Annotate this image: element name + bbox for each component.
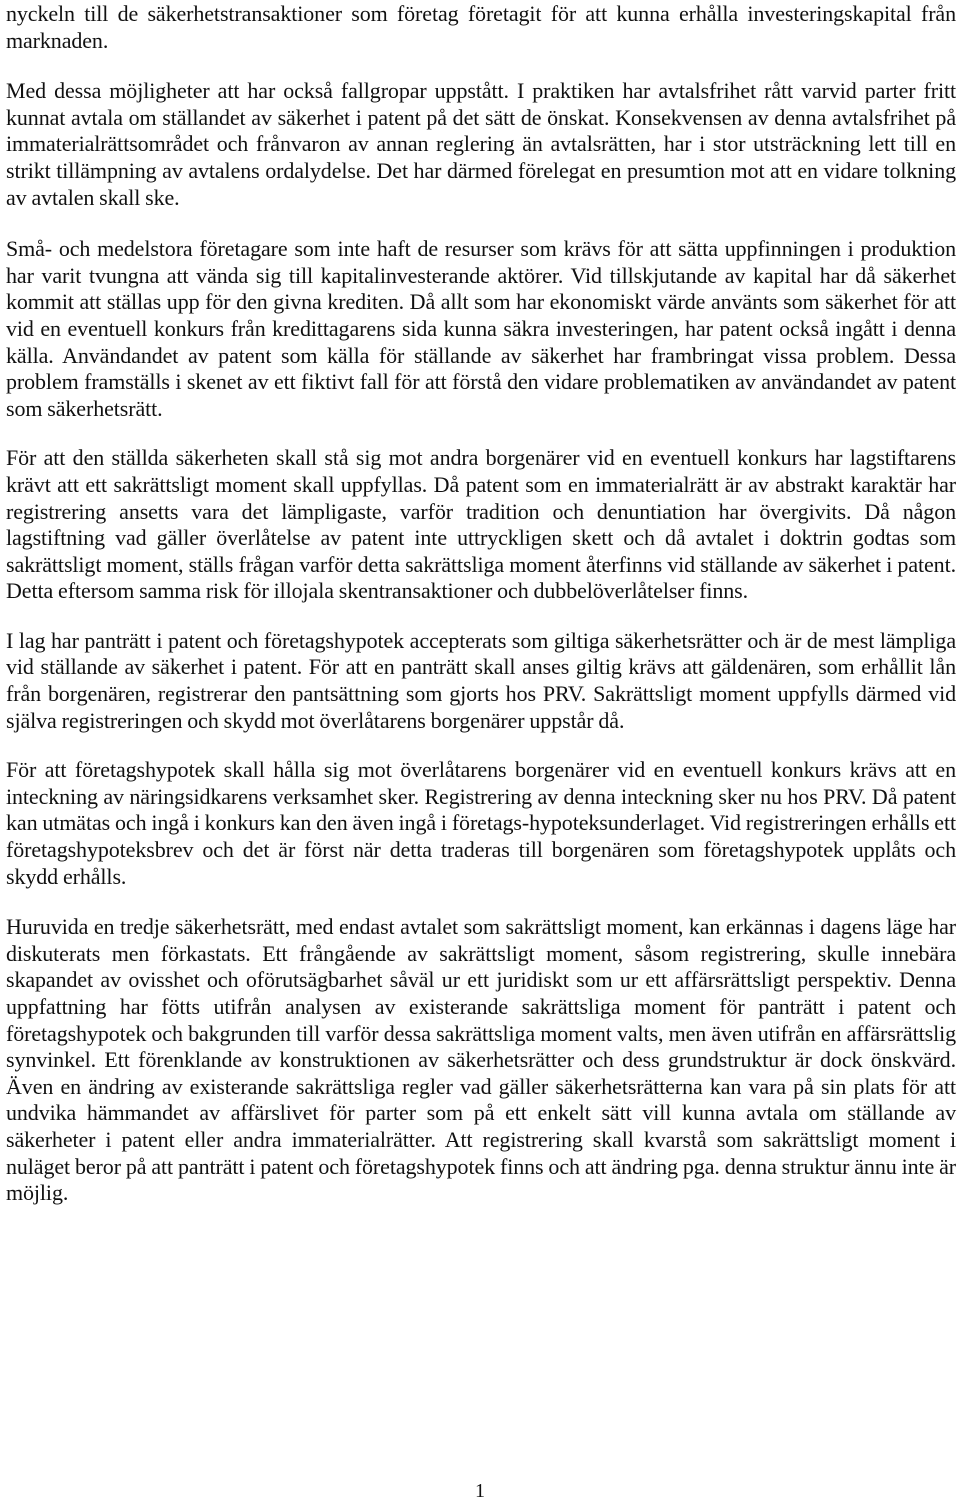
document-page	[6, 0, 956, 1207]
paragraph-1: nyckeln till de säkerhetstransaktioner som företag företagit för att kunna erhålla investeringskapital från marknaden.	[6, 1, 956, 53]
paragraph-2: Med dessa möjligheter att har också fallgropar uppstått. I praktiken har avtalsfrihet rått varvid parter fritt kunnat avtala om ställandet av säkerhet i patent på det sätt de önskat. Konsekvensen av denna avtalsfrihet på immaterialrättsområdet och frånvaron av annan reglering än avtalsrätten, har i stor utsträckning lett till en strikt tillämpning av avtalens ordalydelse. Det har därmed förelegat en presumtion mot att en vidare tolkning av avtalen skall ske.	[6, 78, 956, 210]
page-number: 1	[475, 1480, 485, 1502]
paragraph-4: För att den ställda säkerheten skall stå sig mot andra borgenärer vid en eventuell konkurs har lagstiftarens krävt att ett sakrättsligt moment skall uppfyllas. Då patent som en immaterialrätt är av abstrakt karaktär har registrering ansetts vara det lämpligaste, varför tradition och denuntiation har övergivits. Då någon lagstiftning vad gäller överlåtelse av patent inte uttryckligen skett och då avtalet i doktrin godtas som sakrättsligt moment, ställs frågan varför detta sakrättsliga moment återfinns vid ställande av säkerhet i patent. Detta eftersom samma risk för illojala skentransaktioner och dubbelöverlåtelser finns.	[6, 445, 956, 604]
paragraph-7: Huruvida en tredje säkerhetsrätt, med endast avtalet som sakrättsligt moment, kan erkännas i dagens läge har diskuterats men förkastats. Ett frångående av sakrättsligt moment, såsom registrering, skulle innebära skapandet av ovisshet och oförutsägbarhet såväl ur ett juridiskt som ur ett affärsrättsligt perspektiv. Denna uppfattning har fötts utifrån analysen av existerande sakrättsliga moment för panträtt i patent och företagshypotek och bakgrunden till varför dessa sakrättsliga moment valts, men även utifrån en affärsrättslig synvinkel. Ett förenklande av konstruktionen av säkerhetsrätter och dess grundstruktur är dock önskvärd. Även en ändring av existerande sakrättsliga regler vad gäller säkerhetsrätterna kan vara på sin plats för att undvika hämmandet av affärslivet för parter som på ett enkelt sätt vill kunna avtala om ställande av säkerheter i patent eller andra immaterialrätter. Att registrering skall kvarstå som sakrättsligt moment i nuläget beror på att panträtt i patent och företagshypotek finns och att ändring pga. denna struktur ännu inte är möjlig.	[6, 914, 956, 1206]
paragraph-5: I lag har panträtt i patent och företagshypotek accepterats som giltiga säkerhetsrätter och är de mest lämpliga vid ställande av säkerhet i patent. För att en panträtt skall anses giltig krävs att gäldenären, som erhållit lån från borgenären, registrerar den pantsättning som gjorts hos PRV. Sakrättsligt moment uppfylls därmed vid själva registreringen och skydd mot överlåtarens borgenärer uppstår då.	[6, 627, 956, 733]
paragraph-6: För att företagshypotek skall hålla sig mot överlåtarens borgenärer vid en eventuell konkurs krävs att en inteckning av näringsidkarens verksamhet sker. Registrering av denna inteckning sker nu hos PRV. Då patent kan utmätas och ingå i konkurs kan den även ingå i företags-hypoteksunderlaget. Vid registreringen erhålls ett företagshypoteksbrev och det är först när detta traderas till borgenären som företagshypotek upplåts och skydd erhålls.	[6, 757, 956, 889]
paragraph-3: Små- och medelstora företagare som inte haft de resurser som krävs för att sätta uppfinningen i produktion har varit tvungna att vända sig till kapitalinvesterande aktörer. Vid tillskjutande av kapital har då säkerhet kommit att ställas upp för den givna krediten. Då allt som har ekonomiskt värde använts som säkerhet för att vid en eventuell konkurs från kredittagarens sida kunna säkra investeringen, har patent också ingått i denna källa. Användandet av patent som källa för ställande av säkerhet har frambringat vissa problem. Dessa problem framställs i skenet av ett fiktivt fall för att förstå den vidare problematiken av användandet av patent som säkerhetsrätt.	[6, 236, 956, 421]
